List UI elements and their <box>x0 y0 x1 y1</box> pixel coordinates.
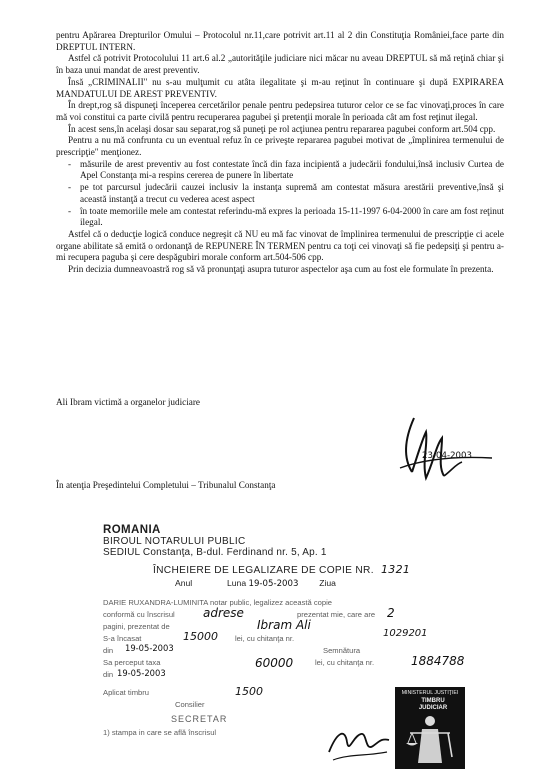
stamp-line-6: lei, cu chitanţa nr. <box>235 634 295 643</box>
justice-figure-icon <box>400 713 460 767</box>
stamp-line-4: pagini, prezentat de <box>103 622 170 631</box>
stamp-line-2: conformă cu înscrisul <box>103 610 175 619</box>
paragraph-7: Astfel că o deducţie logică conduce negreşit că NU eu mă fac vinovat de împlinirea termenului de prescripţie ci acele organe abilitate să emită o ordonanţă de REPUNERE ÎN TERMEN pentru ca toţi cei vinovaţi să fie pedepsiţi şi pentru a-mi recupera paguba şi cere despăgubiri morale conform art.504-506 cpp. <box>56 228 504 263</box>
paragraph-2: Astfel că potrivit Protocolului 11 art.6 al.2 „autorităţile judiciare nici măcar nu aveau DREPTUL să mă reţină chiar şi în baza unui mandat de arest preventiv. <box>56 53 504 76</box>
stamp-line-3: prezentat mie, care are <box>297 610 376 619</box>
notary-signature-icon <box>323 722 393 766</box>
hand-stamp-value: 1500 <box>235 685 263 698</box>
letter-body <box>56 30 504 276</box>
stamp-seat: SEDIUL Constanţa, B-dul. Ferdinand nr. 5, Ap. 1 <box>103 547 327 558</box>
hand-presenter: Ibram Ali <box>257 618 311 632</box>
hand-pages: 2 <box>387 606 395 620</box>
certificate-date: 19-05-2003 <box>248 579 299 589</box>
stamp-line-15: 1) stampa in care se află înscrisul <box>103 728 217 737</box>
attention-line: În atenţia Preşedintelui Completului – Tribunalul Constanţa <box>56 480 276 490</box>
stamp-line-5: S-a încasat <box>103 634 142 643</box>
paragraph-6: Pentru a nu mă confrunta cu un eventual refuz în ce priveşte repararea pagubei motivat de „împlinirea termenului de prescripţie" menţionez. <box>56 135 504 158</box>
fiscal-ministry: MINISTERUL JUSTIŢIEI <box>401 690 459 696</box>
hand-id-number: 1029201 <box>383 628 428 639</box>
year-label: Anul <box>175 578 193 588</box>
stamp-line-13: Consilier <box>175 700 205 709</box>
hand-tax: 60000 <box>255 656 294 670</box>
stamp-line-10: lei, cu chitanţa nr. <box>315 658 375 667</box>
hand-date-1: 19-05-2003 <box>125 643 174 653</box>
paragraph-5: În acest sens,în acelaşi dosar sau separat,rog să puneţi pe rol acţiunea pentru repararea pagubei conform art.504 cpp. <box>68 123 496 134</box>
notary-certification-stamp <box>85 522 525 768</box>
paragraph-8: Prin decizia dumneavoastră rog să vă pronunţaţi asupra tuturor aspectelor aşa cum au fost ele formulate în prezenta. <box>68 264 494 275</box>
bullet-item-1: - măsurile de arest preventiv au fost contestate încă din faza incipientă a judecării fondului,însă inclusiv Curtea de Apel Constanţa mi-a respins cererea de punere în libertate <box>68 159 504 182</box>
hand-fee: 15000 <box>183 630 218 643</box>
signature-date: 23-04-2003 <box>422 451 472 461</box>
month-label: Luna <box>226 578 247 588</box>
date-line <box>175 578 336 589</box>
hand-doc: adrese <box>203 606 244 620</box>
day-label: Ziua <box>319 578 336 588</box>
certificate-title <box>153 563 410 576</box>
stamp-line-11: din <box>103 670 114 679</box>
stamp-line-1: DARIE RUXANDRA-LUMINITA notar public, legalizez această copie <box>103 598 333 607</box>
stamp-line-12: Aplicat timbru <box>103 688 150 697</box>
stamp-country: ROMANIA <box>103 524 161 536</box>
bullet-item-2: - pe tot parcursul judecării cauzei inclusiv la instanţa supremă am contestat măsura arestării preventive,însă şi această instanţă a trecut cu vederea acest aspect <box>68 182 504 205</box>
judicial-stamp-icon <box>395 687 465 769</box>
paragraph-4: În drept,rog să dispuneţi începerea cercetărilor penale pentru pedepsirea tuturor celor ce se fac vinovaţi,proces în care mă voi constitui ca parte civilă pentru recuperarea pagubei şi pretenţii morale în perioada cât am fost reţinut ilegal. <box>56 100 504 122</box>
bullet-item-3: - în toate memoriile mele am contestat referindu-mă expres la perioada 15-11-1997 6-04-2000 în care am fost reţinut ilegal. <box>68 206 504 229</box>
signoff-line: Ali Ibram victimă a organelor judiciare <box>56 397 200 407</box>
handwritten-signature-icon <box>392 410 512 490</box>
stamp-line-7: din <box>103 646 114 655</box>
stamp-office: BIROUL NOTARULUI PUBLIC <box>103 536 246 547</box>
paragraph-1: pentru Apărarea Drepturilor Omului – Protocolul nr.11,care potrivit art.11 al 2 din Constituţia României,face parte din DREPTUL INTERN. <box>56 30 504 52</box>
hand-receipt: 1884788 <box>411 654 465 668</box>
bullet-list <box>56 159 504 229</box>
fiscal-title: TIMBRU JUDICIAR <box>418 698 448 711</box>
stamp-line-8: Semnătura <box>323 646 361 655</box>
stamp-line-9: Sa perceput taxa <box>103 658 161 667</box>
certificate-title-text: ÎNCHEIERE DE LEGALIZARE DE COPIE NR. <box>153 565 374 576</box>
paragraph-3: Însă „CRIMINALII" nu s-au mulţumit cu atâta ilegalitate şi m-au reţinut în continuare şi după EXPIRAREA MANDATULUI DE AREST PREVENTIV. <box>56 76 504 99</box>
hand-date-2: 19-05-2003 <box>117 668 166 678</box>
certificate-number: 1321 <box>380 563 411 576</box>
stamp-line-14: SECRETAR <box>171 714 228 724</box>
